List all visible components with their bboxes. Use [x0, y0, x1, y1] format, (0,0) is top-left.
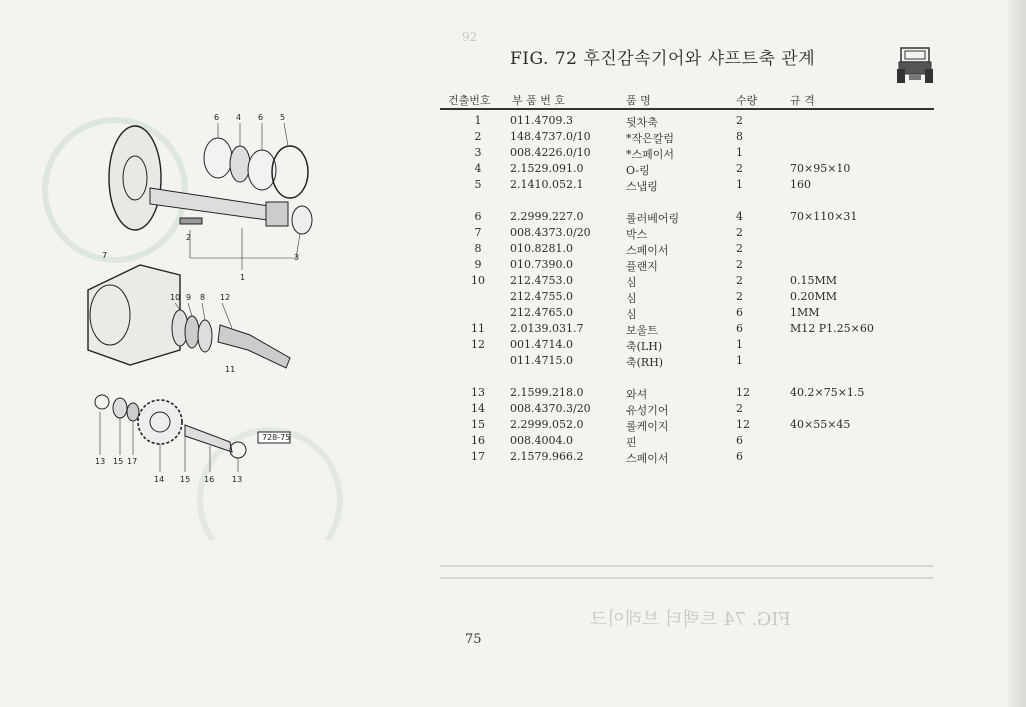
cell-spec: M12 P1.25×60: [790, 322, 874, 335]
cell-no: 14: [471, 402, 485, 415]
figure-title: FIG. 72 후진감속기어와 샤프트축 관계: [510, 49, 816, 69]
spacer-17: [127, 403, 139, 421]
cell-part: 2.2999.227.0: [510, 210, 584, 223]
callout-4: 4: [236, 113, 242, 122]
cell-qty: 6: [736, 450, 743, 463]
callout-9: 9: [186, 293, 192, 302]
washer-13b: [230, 442, 246, 458]
cell-name: 뒷차축: [626, 116, 658, 129]
cell-qty: 12: [736, 418, 750, 431]
cell-part: 008.4226.0/10: [510, 146, 591, 159]
cell-no: 11: [471, 322, 485, 335]
callout-13: 13: [232, 475, 243, 484]
cell-part: 010.7390.0: [510, 258, 573, 271]
washer-13: [95, 395, 109, 409]
cell-qty: 2: [736, 402, 743, 415]
cell-part: 212.4765.0: [510, 306, 573, 319]
parts-table: [440, 92, 934, 465]
ghost-rule: [440, 577, 934, 579]
callout-16: 16: [204, 475, 215, 484]
callout-11: 11: [225, 365, 236, 374]
cell-name: 핀: [626, 436, 637, 449]
cell-no: 12: [471, 338, 485, 351]
cell-part: 2.0139.031.7: [510, 322, 584, 335]
cell-spec: 70×95×10: [790, 162, 851, 175]
cell-qty: 2: [736, 162, 743, 175]
callout-14: 14: [154, 475, 165, 484]
planetary-gear-14: [138, 400, 182, 444]
table-row: [440, 178, 934, 194]
cell-name: 롤러베어링: [626, 212, 680, 225]
callout-5: 5: [280, 113, 286, 122]
header-name: 품 명: [626, 94, 651, 107]
cell-part: 008.4373.0/20: [510, 226, 591, 239]
callout-3: 3: [294, 253, 300, 262]
cell-spec: 0.15MM: [790, 274, 838, 287]
callout-6: 6: [258, 113, 264, 122]
cell-no: 4: [474, 162, 482, 175]
spline-end: [266, 202, 288, 226]
exploded-parts-diagram: [20, 100, 420, 540]
cell-name: 박스: [626, 228, 648, 241]
callout-12: 12: [220, 293, 231, 302]
header-qty: 수량: [736, 94, 758, 107]
cell-spec: 40×55×45: [790, 418, 851, 431]
cell-no: 16: [471, 434, 485, 447]
callout-17: 17: [127, 457, 138, 466]
cell-no: 2: [474, 130, 482, 143]
table-row: [440, 146, 934, 162]
cell-part: 011.4715.0: [510, 354, 573, 367]
cell-spec: 0.20MM: [790, 290, 838, 303]
cell-qty: 2: [736, 226, 743, 239]
cell-part: 001.4714.0: [510, 338, 573, 351]
cell-part: 212.4753.0: [510, 274, 573, 287]
cell-name: 플랜지: [626, 260, 658, 273]
cell-qty: 6: [736, 306, 743, 319]
cell-name: 스페이서: [626, 452, 669, 465]
cell-part: 2.1410.052.1: [510, 178, 584, 191]
box-housing-7: [88, 265, 180, 365]
table-row: [440, 258, 934, 274]
cell-no: 7: [474, 226, 482, 239]
axle-shaft: [150, 188, 282, 222]
bolt-2: [180, 218, 202, 224]
callout-2: 2: [186, 233, 192, 242]
table-header: [440, 92, 934, 110]
cell-name: 심: [626, 292, 637, 305]
callout-10: 10: [170, 293, 181, 302]
cell-qty: 2: [736, 242, 743, 255]
cell-spec: 70×110×31: [790, 210, 858, 223]
flange-9: [185, 316, 199, 348]
cell-no: 13: [471, 386, 485, 399]
cell-name: 축(LH): [626, 340, 663, 353]
cell-part: 008.4370.3/20: [510, 402, 591, 415]
cell-name: 유성기어: [626, 404, 669, 417]
cell-no: 6: [474, 210, 482, 223]
cell-qty: 1: [736, 146, 743, 159]
cell-part: 008.4004.0: [510, 434, 573, 447]
header-no: 건출번호: [448, 94, 491, 107]
cell-no: 5: [474, 178, 482, 191]
cell-qty: 2: [736, 114, 743, 127]
table-row: [440, 210, 934, 226]
cell-name: *스페이서: [626, 148, 675, 161]
cell-no: 8: [474, 242, 482, 255]
axle-flange: [109, 126, 161, 230]
cell-no: 9: [474, 258, 482, 271]
cell-spec: 1MM: [790, 306, 820, 319]
bleed-through-title: FIG. 74 트랙터 브레이크: [590, 609, 791, 630]
cell-part: 011.4709.3: [510, 114, 573, 127]
cell-name: *작은칼럼: [626, 132, 675, 145]
cell-name: 보울트: [626, 324, 658, 337]
bearing-6a: [204, 138, 232, 178]
table-row: [440, 130, 934, 146]
cell-name: 와셔: [626, 388, 648, 401]
bleed-through-area: [440, 295, 934, 565]
cell-qty: 6: [736, 322, 743, 335]
tractor-icon: [897, 45, 933, 85]
cell-name: 축(RH): [626, 356, 664, 369]
spacer-8: [198, 320, 212, 352]
shaft-12: [218, 325, 290, 368]
callout-13: 13: [95, 457, 106, 466]
table-row: [440, 242, 934, 258]
callout-6: 6: [214, 113, 220, 122]
callout-8: 8: [200, 293, 206, 302]
cell-no: 1: [474, 114, 482, 127]
cell-qty: 4: [736, 210, 743, 223]
bleed-through-number: 92: [462, 30, 478, 44]
cell-qty: 1: [736, 338, 743, 351]
page-number: 75: [465, 632, 482, 647]
cell-name: 스페이서: [626, 244, 669, 257]
cell-name: 롤케이지: [626, 420, 669, 433]
table-row: [440, 114, 934, 130]
cell-no: 15: [471, 418, 485, 431]
cell-qty: 2: [736, 258, 743, 271]
cell-no: 3: [474, 146, 482, 159]
cell-part: 2.1599.218.0: [510, 386, 584, 399]
table-row: [440, 162, 934, 178]
cell-part: 2.2999.052.0: [510, 418, 584, 431]
cell-qty: 8: [736, 130, 743, 143]
cell-part: 2.1529.091.0: [510, 162, 584, 175]
callout-7: 7: [102, 251, 108, 260]
cell-part: 010.8281.0: [510, 242, 573, 255]
cell-no: 10: [471, 274, 485, 287]
cell-qty: 2: [736, 290, 743, 303]
callout-1: 1: [240, 273, 246, 282]
page-edge: [1008, 0, 1026, 707]
o-ring-3: [292, 206, 312, 234]
table-row: [440, 226, 934, 242]
spacer-4: [230, 146, 250, 182]
cell-part: 2.1579.966.2: [510, 450, 584, 463]
ghost-rule: [440, 565, 934, 567]
cell-name: O-링: [626, 164, 650, 177]
header-part: 부 품 번 호: [512, 94, 565, 107]
cell-name: 심: [626, 276, 637, 289]
roll-cage-15: [113, 398, 127, 418]
diagram-ref: 728-75: [262, 433, 291, 442]
table-row: [440, 274, 934, 290]
snap-ring-5: [272, 146, 308, 198]
cell-qty: 1: [736, 178, 743, 191]
cell-qty: 1: [736, 354, 743, 367]
cell-qty: 6: [736, 434, 743, 447]
cell-part: 212.4755.0: [510, 290, 573, 303]
cell-name: 심: [626, 308, 637, 321]
cell-no: 17: [471, 450, 485, 463]
cell-qty: 2: [736, 274, 743, 287]
cell-spec: 160: [790, 178, 811, 191]
callout-15: 15: [113, 457, 124, 466]
cell-part: 148.4737.0/10: [510, 130, 591, 143]
header-spec: 규 격: [790, 94, 815, 107]
cell-qty: 12: [736, 386, 750, 399]
callout-15: 15: [180, 475, 191, 484]
cell-spec: 40.2×75×1.5: [790, 386, 865, 399]
pin-16: [185, 425, 232, 452]
cell-name: 스냅링: [626, 180, 658, 193]
